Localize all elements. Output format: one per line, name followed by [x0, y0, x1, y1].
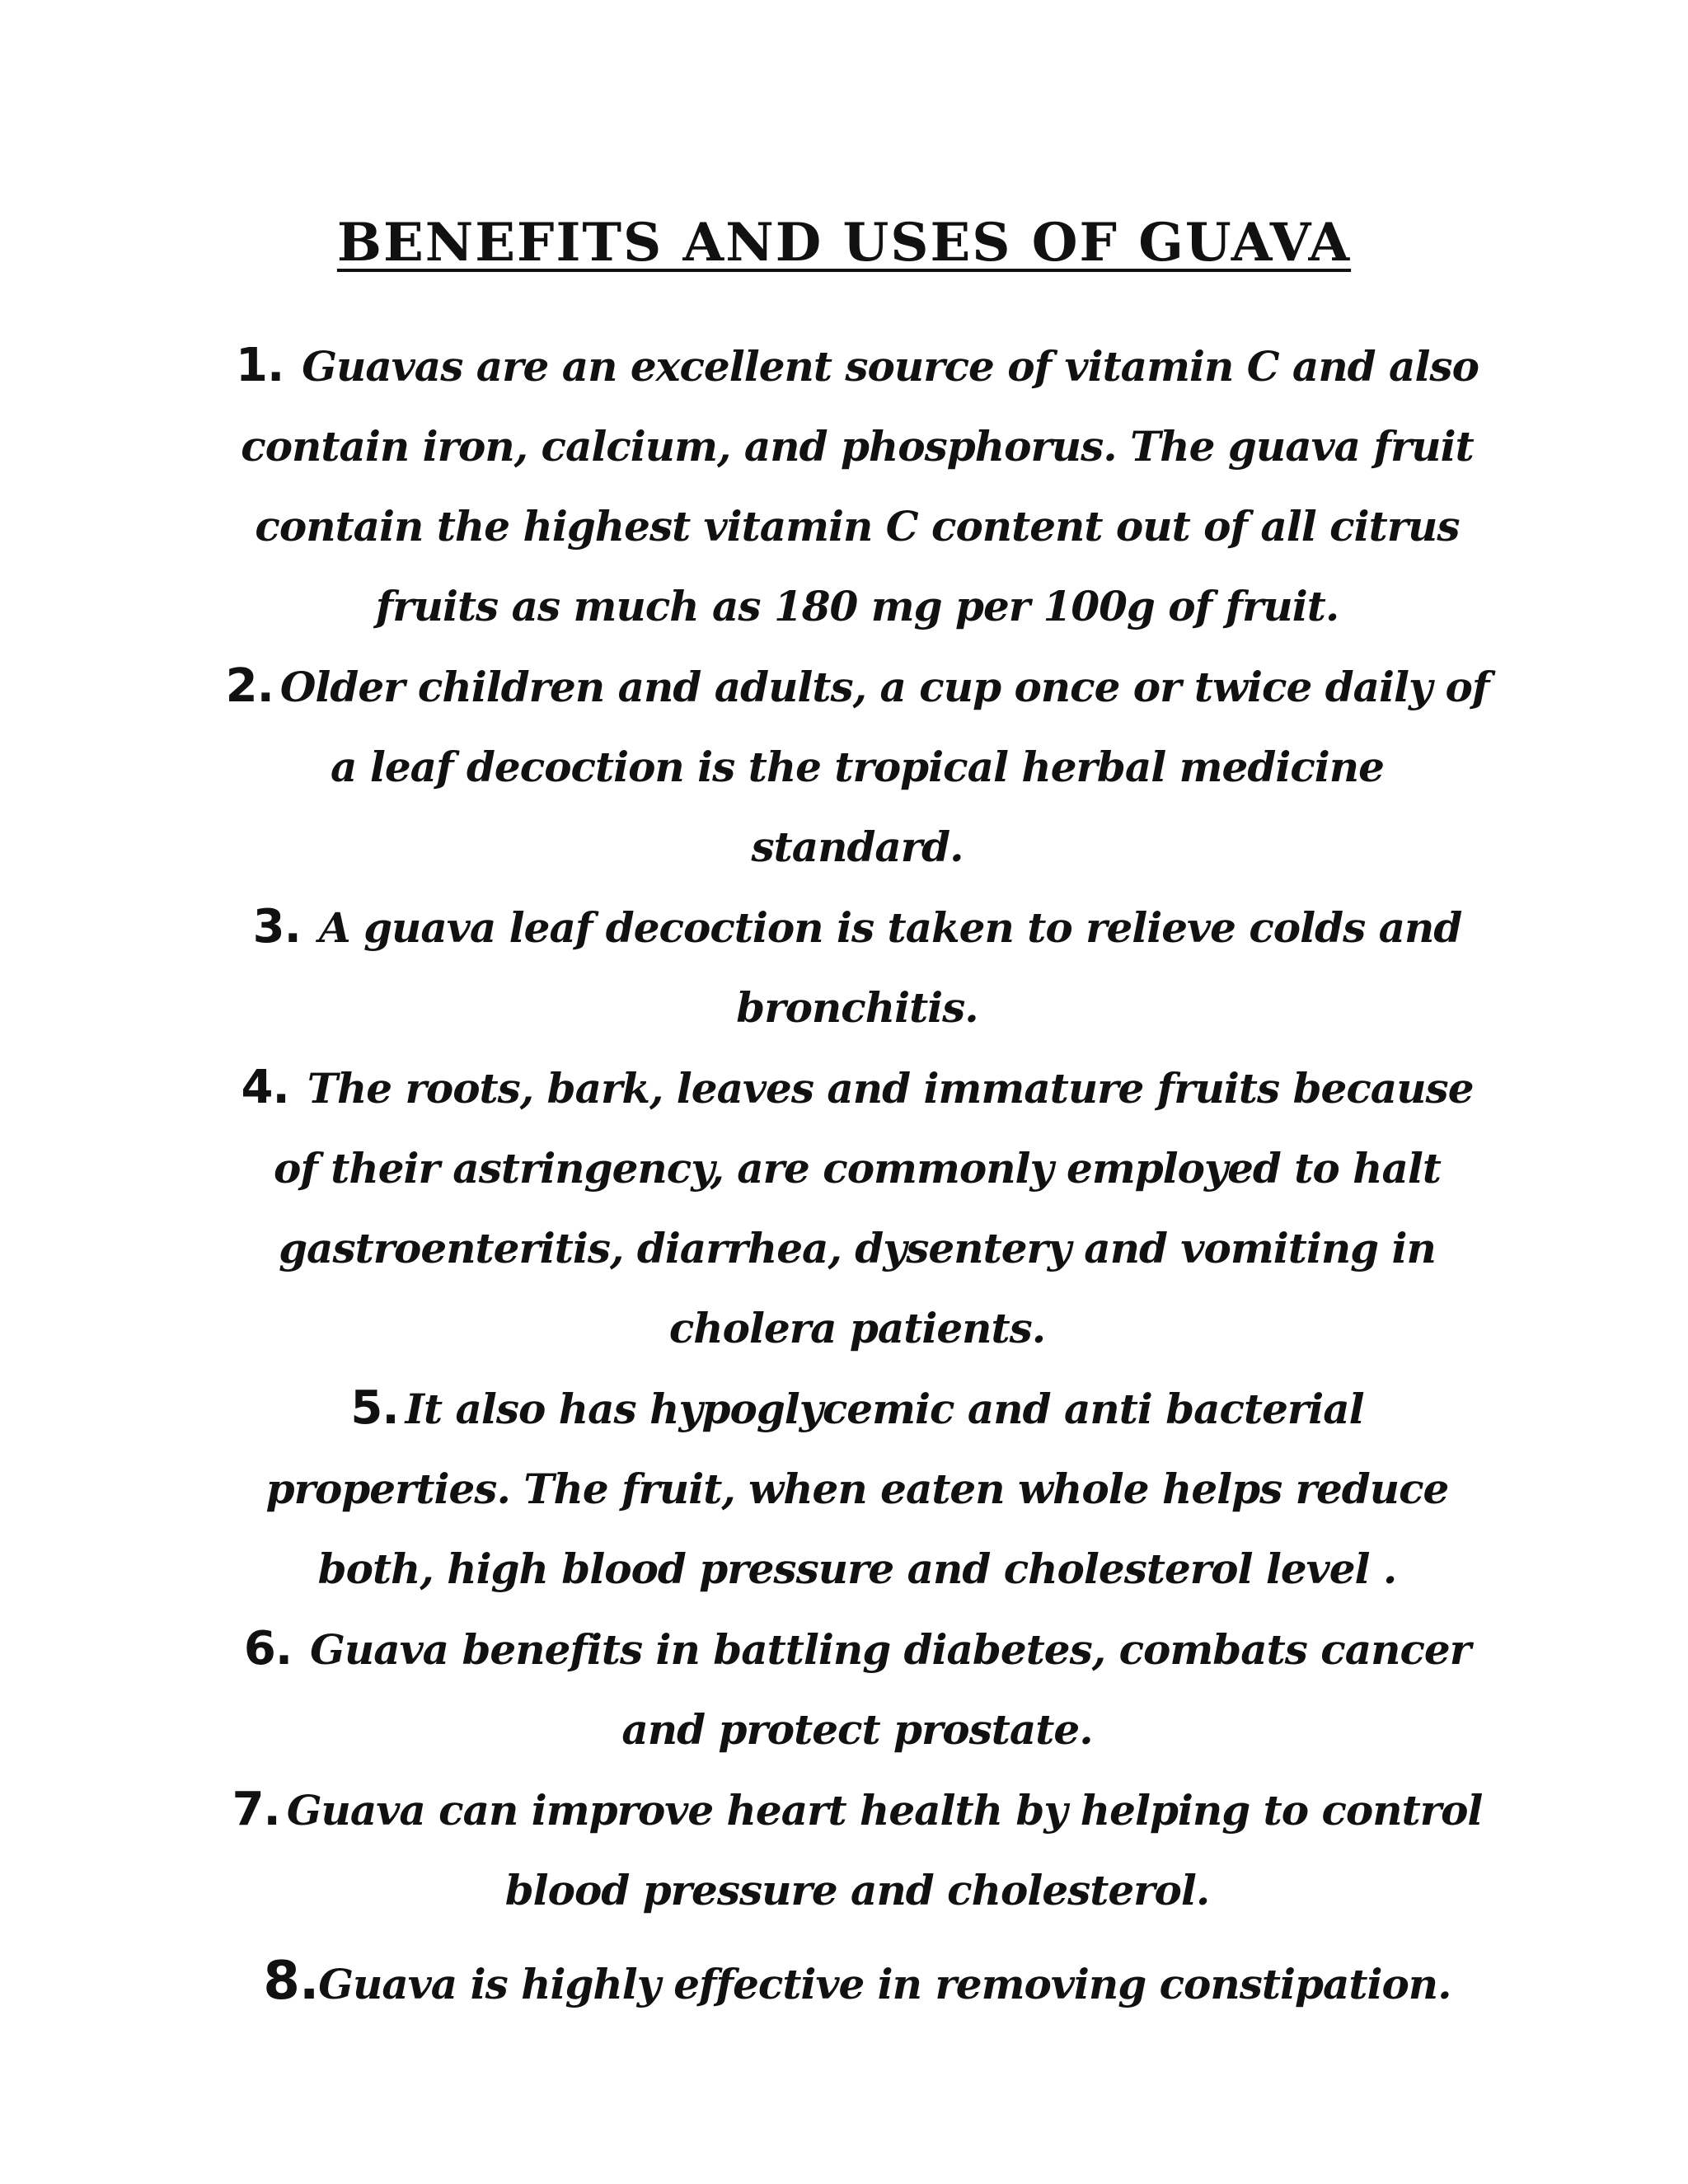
- item-number: 3.: [252, 900, 301, 954]
- item-text: The roots, bark, leaves and immature fruits because of their astringency, are commonly employed to halt gastroenteritis, diarrhea, dysentery and vomiting in cholera patients.: [274, 1064, 1474, 1352]
- benefits-list: [223, 326, 1492, 2024]
- list-item: [223, 887, 1492, 1047]
- item-number: 8.: [263, 1951, 319, 2012]
- item-number: 5.: [350, 1381, 399, 1435]
- item-number: 1.: [236, 339, 284, 392]
- item-text: A guava leaf decoction is taken to relieve colds and bronchitis.: [318, 903, 1462, 1032]
- list-item: [223, 1609, 1492, 1769]
- item-number: 2.: [225, 659, 274, 713]
- list-item: [223, 1769, 1492, 1930]
- list-item: [223, 1047, 1492, 1368]
- item-number: 6.: [243, 1622, 293, 1675]
- item-text: It also has hypoglycemic and anti bacterial properties. The fruit, when eaten whole helps reduce both, high blood pressure and cholesterol level .: [265, 1385, 1449, 1593]
- item-text: Guava is highly effective in removing constipation.: [318, 1960, 1451, 2008]
- item-text: Guava benefits in battling diabetes, combats cancer and protect prostate.: [310, 1625, 1471, 1754]
- item-text: Guavas are an excellent source of vitamin C and also contain iron, calcium, and phosphorus. The guava fruit contain the highest vitamin C content out of all citrus fruits as much as 180 mg per 100g of fruit.: [241, 342, 1479, 630]
- item-number: 4.: [241, 1061, 289, 1114]
- list-item: [223, 1368, 1492, 1609]
- item-number: 7.: [232, 1783, 280, 1836]
- list-item: [223, 1942, 1492, 2024]
- list-item: [223, 326, 1492, 646]
- list-item: [223, 646, 1492, 887]
- item-text: Guava can improve heart health by helping to control blood pressure and cholesterol.: [286, 1786, 1483, 1915]
- page-title: [0, 206, 1688, 280]
- page-title-text: BENEFITS AND USES OF GUAVA: [336, 212, 1352, 274]
- item-text: Older children and adults, a cup once or twice daily of a leaf decoction is the tropical herbal medicine standard.: [279, 663, 1489, 871]
